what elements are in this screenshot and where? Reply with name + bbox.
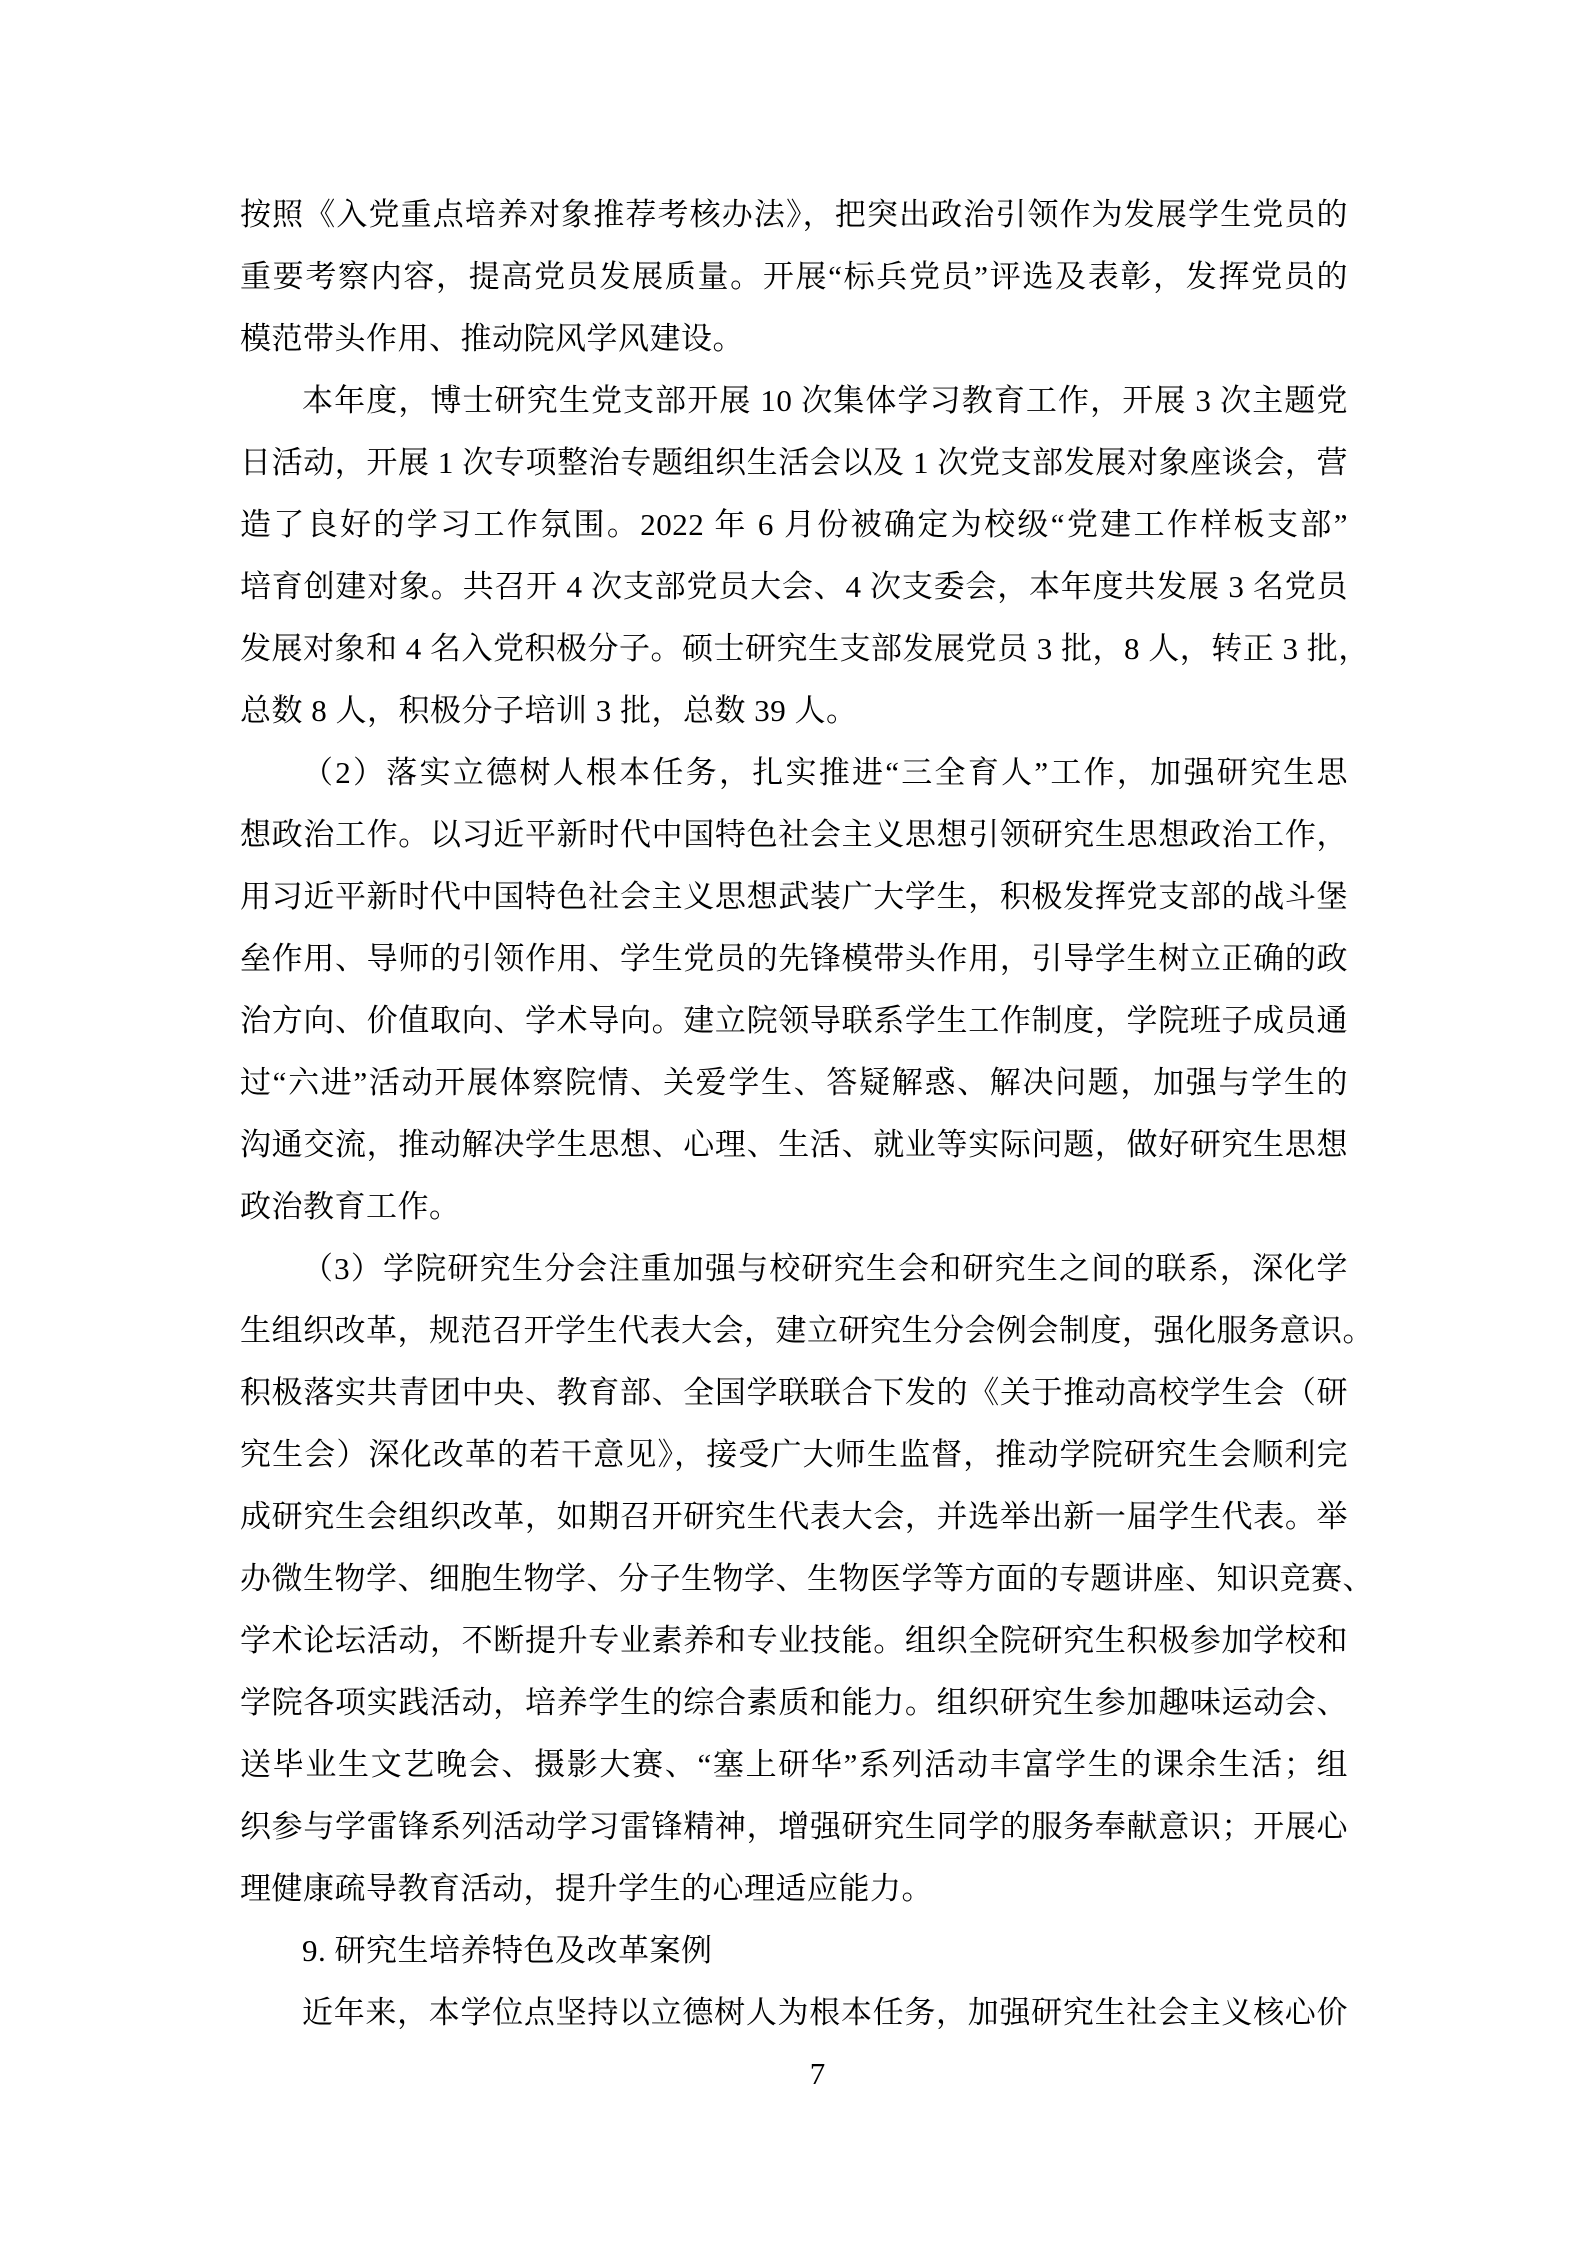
text-line: 近年来，本学位点坚持以立德树人为根本任务，加强研究生社会主义核心价 — [302, 1995, 1348, 2030]
text-line: 积极落实共青团中央、教育部、全国学联联合下发的《关于推动高校学生会（研 — [240, 1375, 1348, 1410]
text-line: （3）学院研究生分会注重加强与校研究生会和研究生之间的联系，深化学 — [302, 1251, 1348, 1286]
text-line: 想政治工作。以习近平新时代中国特色社会主义思想引领研究生思想政治工作， — [240, 817, 1348, 852]
document-lines — [240, 184, 1374, 2044]
text-line: 本年度，博士研究生党支部开展 10 次集体学习教育工作，开展 3 次主题党 — [302, 383, 1348, 418]
text-line: 造了良好的学习工作氛围。2022 年 6 月份被确定为校级“党建工作样板支部” — [240, 507, 1348, 542]
text-line: 学院各项实践活动，培养学生的综合素质和能力。组织研究生参加趣味运动会、 — [240, 1685, 1348, 1720]
text-line: 治方向、价值取向、学术导向。建立院领导联系学生工作制度，学院班子成员通 — [240, 1003, 1348, 1038]
text-line: 理健康疏导教育活动，提升学生的心理适应能力。 — [240, 1871, 933, 1906]
text-line: 培育创建对象。共召开 4 次支部党员大会、4 次支委会，本年度共发展 3 名党员 — [240, 569, 1348, 604]
text-line: 政治教育工作。 — [240, 1189, 461, 1224]
text-line: 按照《入党重点培养对象推荐考核办法》，把突出政治引领作为发展学生党员的 — [240, 197, 1348, 232]
text-line: 日活动，开展 1 次专项整治专题组织生活会以及 1 次党支部发展对象座谈会，营 — [240, 445, 1348, 480]
text-line: 生组织改革，规范召开学生代表大会，建立研究生分会例会制度，强化服务意识。 — [240, 1313, 1374, 1348]
text-line: 发展对象和 4 名入党积极分子。硕士研究生支部发展党员 3 批，8 人，转正 3 批， — [240, 631, 1370, 666]
text-line: 用习近平新时代中国特色社会主义思想武装广大学生，积极发挥党支部的战斗堡 — [240, 879, 1348, 914]
text-line: 学术论坛活动，不断提升专业素养和专业技能。组织全院研究生积极参加学校和 — [240, 1623, 1348, 1658]
text-line: 成研究生会组织改革，如期召开研究生代表大会，并选举出新一届学生代表。举 — [240, 1499, 1348, 1534]
text-line: 模范带头作用、推动院风学风建设。 — [240, 321, 744, 356]
text-line: 办微生物学、细胞生物学、分子生物学、生物医学等方面的专题讲座、知识竞赛、 — [240, 1561, 1374, 1596]
text-line: （2）落实立德树人根本任务，扎实推进“三全育人”工作，加强研究生思 — [302, 755, 1348, 790]
text-line: 重要考察内容，提高党员发展质量。开展“标兵党员”评选及表彰，发挥党员的 — [240, 259, 1348, 294]
text-line: 9. 研究生培养特色及改革案例 — [302, 1933, 713, 1968]
page-footer — [0, 2052, 1587, 2096]
text-line: 送毕业生文艺晚会、摄影大赛、“塞上研华”系列活动丰富学生的课余生活；组 — [240, 1747, 1348, 1782]
text-line: 总数 8 人，积极分子培训 3 批，总数 39 人。 — [240, 693, 858, 728]
text-line: 究生会）深化改革的若干意见》，接受广大师生监督，推动学院研究生会顺利完 — [240, 1437, 1348, 1472]
page-number: 7 — [809, 2056, 826, 2091]
text-line: 织参与学雷锋系列活动学习雷锋精神，增强研究生同学的服务奉献意识；开展心 — [240, 1809, 1348, 1844]
text-line: 过“六进”活动开展体察院情、关爱学生、答疑解惑、解决问题，加强与学生的 — [240, 1065, 1348, 1100]
text-line: 沟通交流，推动解决学生思想、心理、生活、就业等实际问题，做好研究生思想 — [240, 1127, 1348, 1162]
text-line: 垒作用、导师的引领作用、学生党员的先锋模带头作用，引导学生树立正确的政 — [240, 941, 1348, 976]
